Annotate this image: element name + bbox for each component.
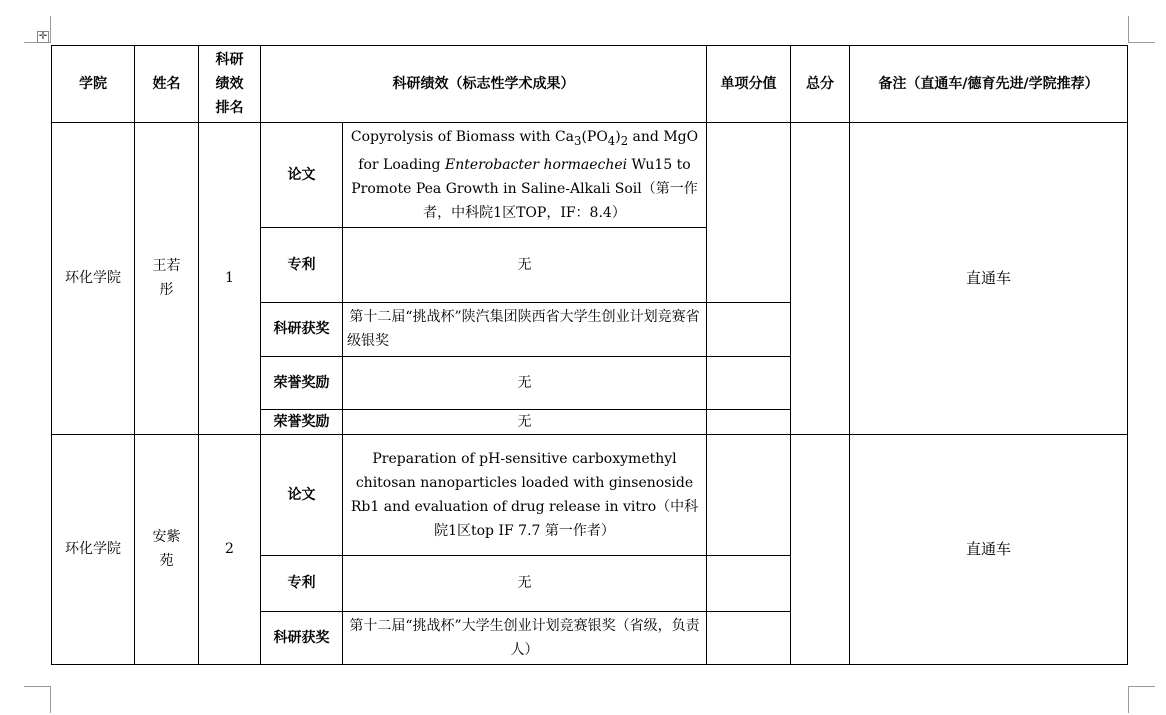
header-remark: 备注（直通车/德育先进/学院推荐） <box>850 46 1128 123</box>
achievement-award: 第十二届“挑战杯”陕汽集团陕西省大学生创业计划竞赛省级银奖 <box>343 302 707 356</box>
category-award: 科研获奖 <box>261 611 343 664</box>
category-patent: 专利 <box>261 227 343 302</box>
total-score-cell <box>791 434 850 664</box>
header-college: 学院 <box>52 46 135 123</box>
header-total-score: 总分 <box>791 46 850 123</box>
college-cell: 环化学院 <box>52 434 135 664</box>
remark-cell: 直通车 <box>850 123 1128 435</box>
category-honor: 荣誉奖励 <box>261 356 343 409</box>
item-score-cell <box>707 356 791 409</box>
achievement-patent: 无 <box>343 555 707 611</box>
item-score-cell <box>707 555 791 611</box>
crop-mark-bottom-left <box>24 686 51 713</box>
item-score-cell <box>707 302 791 356</box>
table-move-handle-icon[interactable]: ✛ <box>38 31 48 42</box>
rank-cell: 2 <box>199 434 261 664</box>
item-score-cell <box>707 409 791 434</box>
category-patent: 专利 <box>261 555 343 611</box>
remark-cell: 直通车 <box>850 434 1128 664</box>
item-score-cell <box>707 611 791 664</box>
achievement-paper: Copyrolysis of Biomass with $Ca_3(PO_4)_2$ and MgO for Loading Enterobacter hormaechei Wu15 to Promote Pea Growth in Saline-Alkali Soil（第一作者，中科院1区TOP，IF：8.4） <box>343 123 707 228</box>
header-item-score: 单项分值 <box>707 46 791 123</box>
item-score-cell <box>707 434 791 555</box>
header-rank: 科研 绩效 排名 <box>199 46 261 123</box>
item-score-cell <box>707 123 791 303</box>
category-paper: 论文 <box>261 434 343 555</box>
header-row <box>52 46 1128 123</box>
achievement-paper: Preparation of pH-sensitive carboxymethyl chitosan nanoparticles loaded with ginsenoside Rb1 and evaluation of drug release in vitro（中科院1区top IF 7.7 第一作者） <box>343 434 707 555</box>
achievement-patent: 无 <box>343 227 707 302</box>
category-award: 科研获奖 <box>261 302 343 356</box>
total-score-cell <box>791 123 850 435</box>
college-cell: 环化学院 <box>52 123 135 435</box>
student-name-cell: 王若 彤 <box>135 123 199 435</box>
table-row <box>52 434 1128 555</box>
category-paper: 论文 <box>261 123 343 228</box>
achievement-honor: 无 <box>343 409 707 434</box>
rank-cell: 1 <box>199 123 261 435</box>
student-name-cell: 安紫 苑 <box>135 434 199 664</box>
crop-mark-top-right <box>1128 16 1155 43</box>
achievement-table <box>51 45 1128 665</box>
crop-mark-bottom-right <box>1128 686 1155 713</box>
header-name: 姓名 <box>135 46 199 123</box>
table-row <box>52 123 1128 228</box>
achievement-honor: 无 <box>343 356 707 409</box>
header-achievements: 科研绩效（标志性学术成果） <box>261 46 707 123</box>
category-honor: 荣誉奖励 <box>261 409 343 434</box>
achievement-award: 第十二届“挑战杯”大学生创业计划竞赛银奖（省级，负责人） <box>343 611 707 664</box>
